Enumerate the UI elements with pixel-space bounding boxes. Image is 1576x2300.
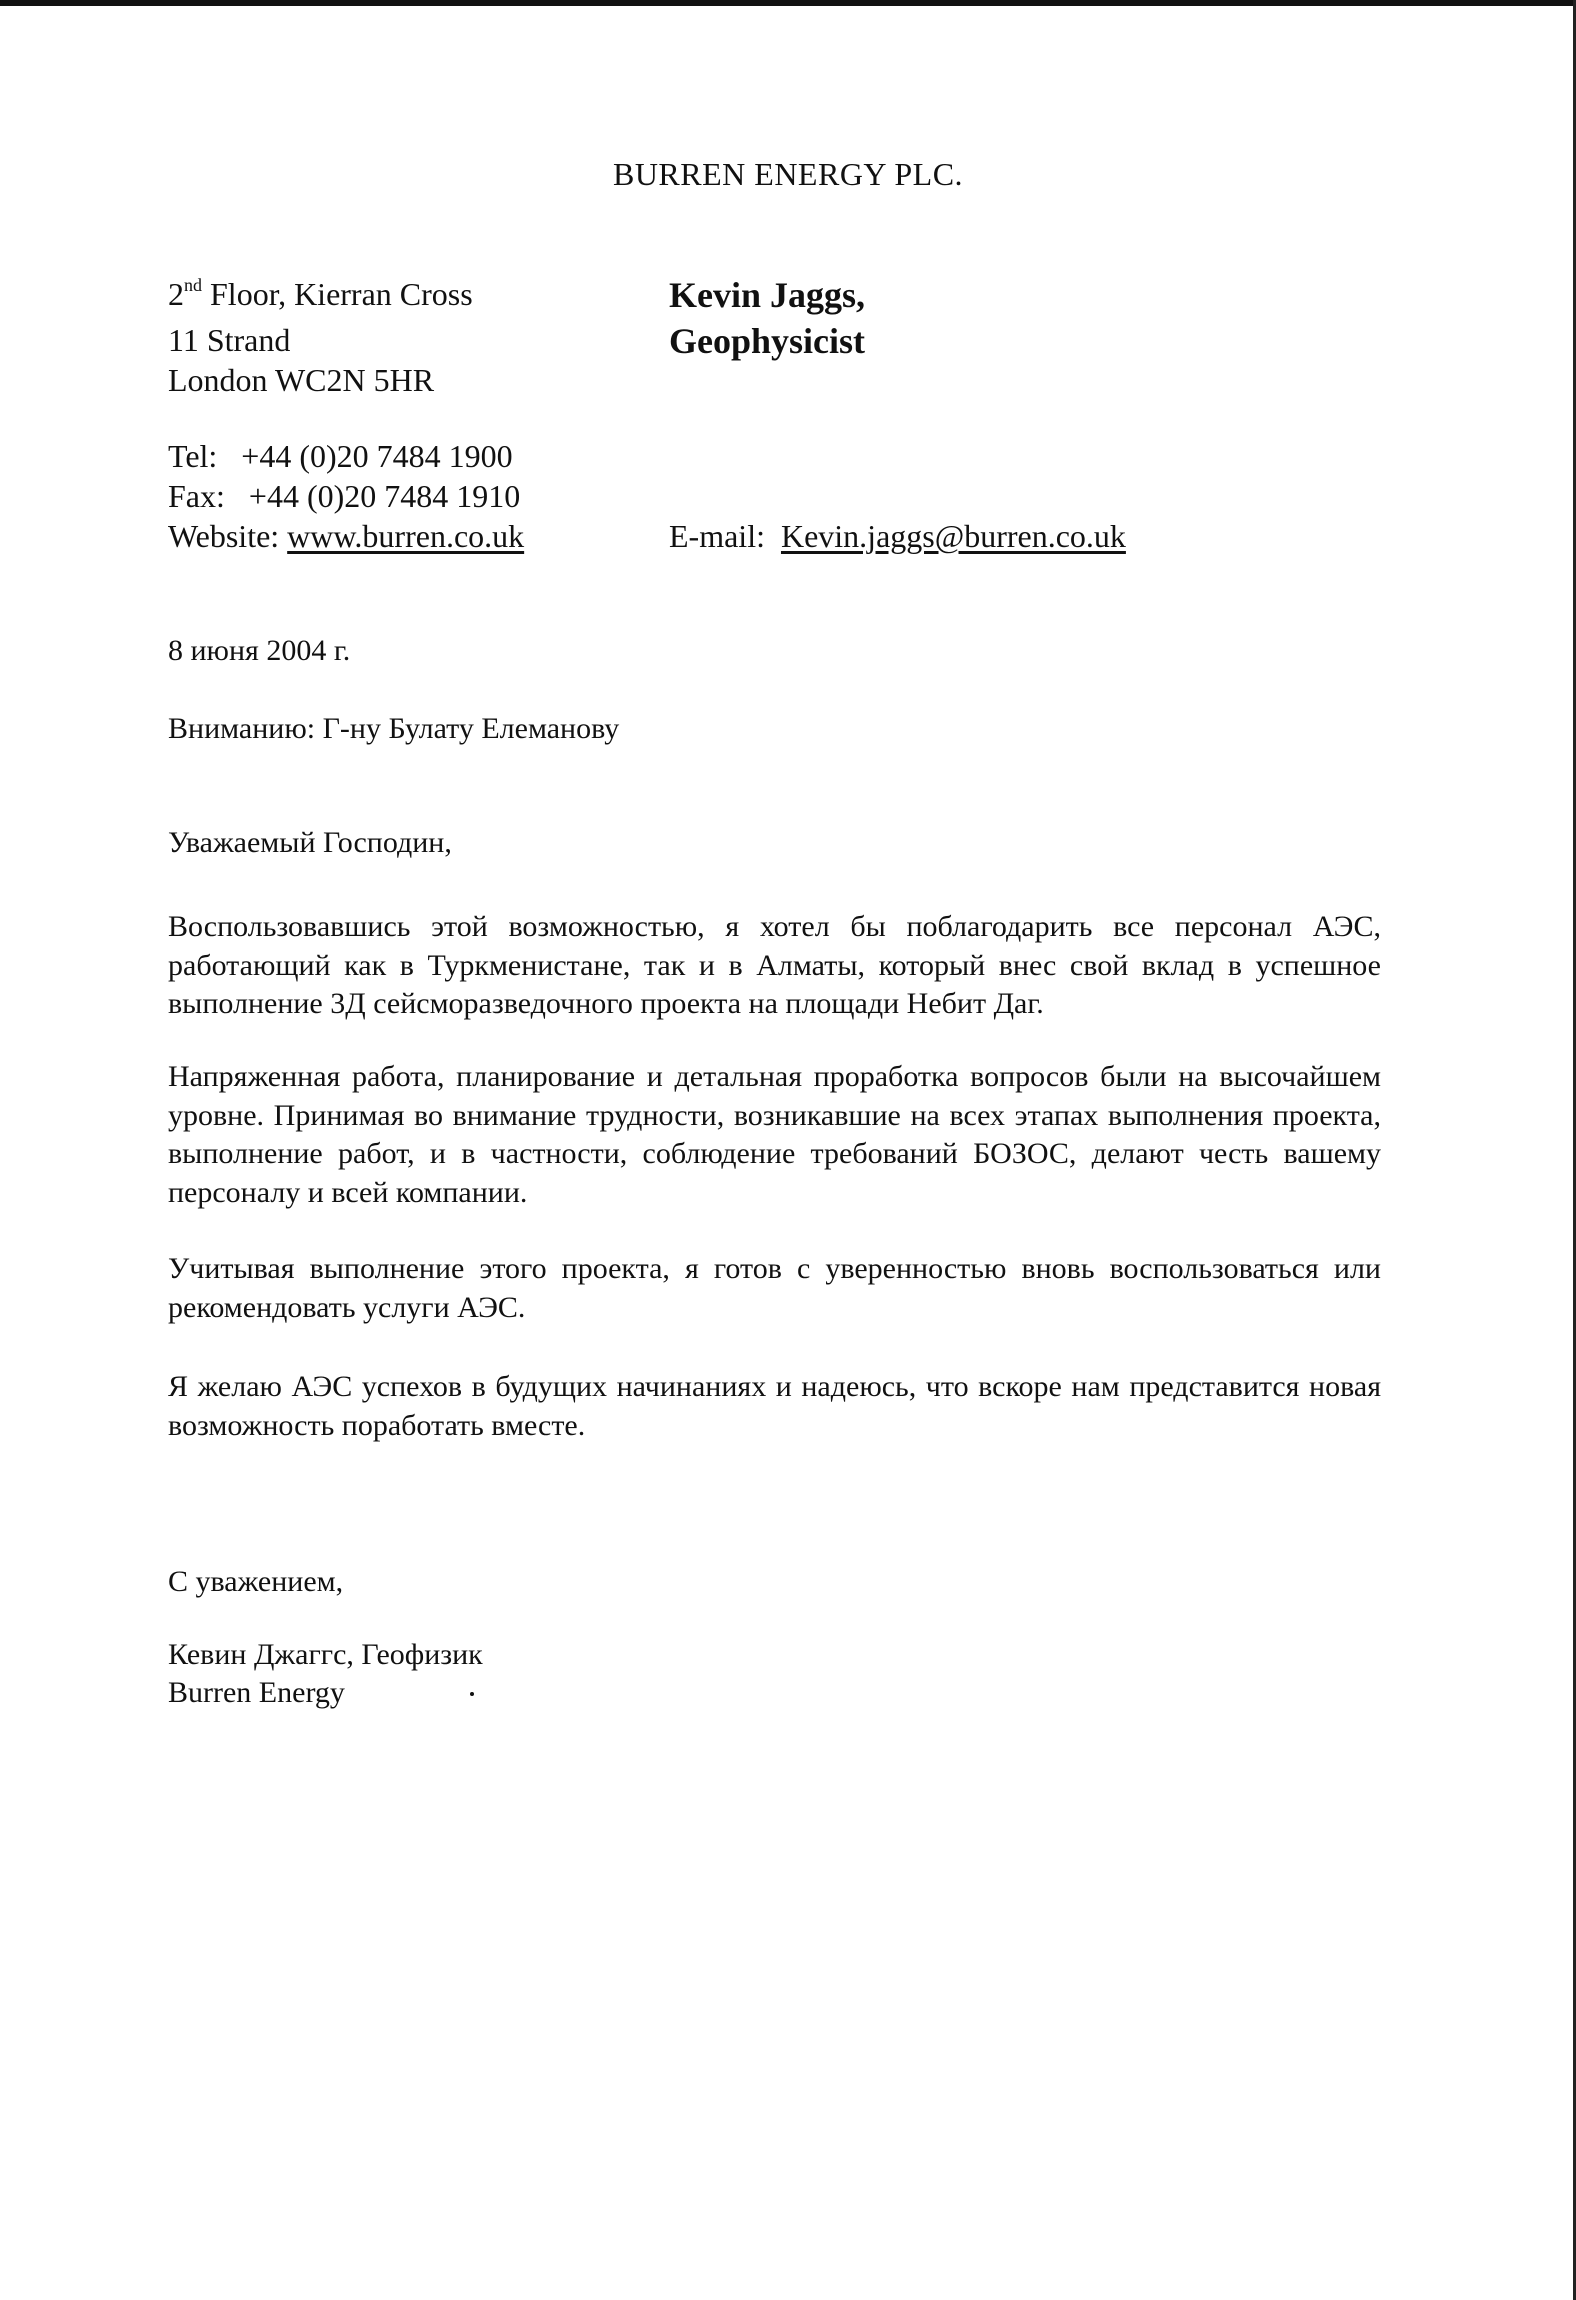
paragraph-3: Учитывая выполнение этого проекта, я готов с уверенностью вновь воспользоваться или рекомендовать услуги АЭС. — [168, 1252, 1381, 1324]
signature-name: Кевин Джаггс, Геофизик — [168, 1638, 483, 1671]
top-scan-border — [0, 0, 1576, 6]
tel-number: +44 (0)20 7484 1900 — [241, 438, 513, 474]
signature-company: Burren Energy — [168, 1676, 345, 1709]
website-label: Website: — [168, 518, 280, 554]
address-line-2: 11 Strand — [168, 322, 291, 358]
sender-title: Geophysicist — [669, 321, 866, 361]
salutation: Уважаемый Господин, — [168, 826, 452, 859]
fax-line — [168, 476, 520, 516]
closing: С уважением, — [168, 1565, 344, 1598]
address-line-3: London WC2N 5HR — [168, 362, 435, 398]
address-line-1 — [168, 274, 473, 314]
paragraph-2: Напряженная работа, планирование и детальная проработка вопросов были на высочайшем уровне. Принимая во внимание трудности, возникавшие на всех этапах выполнения проекта, выполнение работ, и в частности, соблюдение требований БОЗОС, делают честь вашему персоналу и всей компании. — [168, 1060, 1381, 1209]
sender-name: Kevin Jaggs, — [669, 275, 866, 315]
fax-label: Fax: — [168, 478, 225, 514]
floor-building: Floor, Kierran Cross — [202, 276, 473, 312]
email-line — [669, 516, 1126, 556]
telephone-line — [168, 436, 513, 476]
email-label: E-mail: — [669, 518, 765, 554]
floor-number: 2 — [168, 276, 184, 312]
floor-suffix: nd — [184, 275, 202, 295]
paragraph-1: Воспользовавшись этой возможностью, я хотел бы поблагодарить все персонал АЭС, работающий как в Туркменистане, так и в Алматы, который внес свой вклад в успешное выполнение 3Д сейсморазведочного проекта на площади Небит Даг. — [168, 910, 1381, 1020]
tel-label: Tel: — [168, 438, 218, 474]
attention-line: Вниманию: Г-ну Булату Елеманову — [168, 712, 620, 745]
website-link[interactable]: www.burren.co.uk — [287, 518, 525, 554]
scan-speck — [470, 1692, 474, 1696]
paragraph-4: Я желаю АЭС успехов в будущих начинаниях и надеюсь, что вскоре нам представится новая возможность поработать вместе. — [168, 1370, 1381, 1442]
letter-date: 8 июня 2004 г. — [168, 634, 351, 667]
fax-number: +44 (0)20 7484 1910 — [248, 478, 521, 514]
email-link[interactable]: Kevin.jaggs@burren.co.uk — [780, 518, 1126, 554]
website-line — [168, 516, 524, 556]
company-name: BURREN ENERGY PLC. — [612, 156, 964, 192]
